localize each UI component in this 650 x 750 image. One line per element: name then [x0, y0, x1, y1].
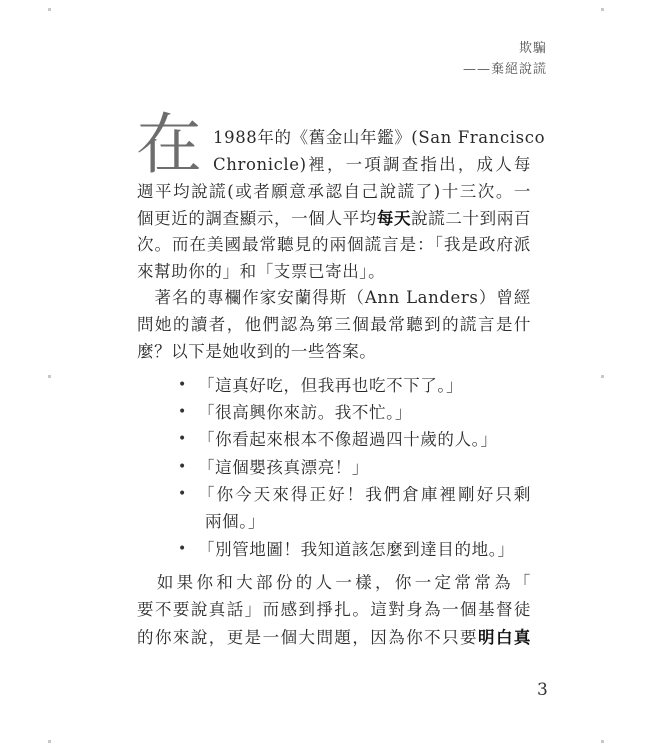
paragraph1-line-2: Chronicle)裡，一項調查指出，成人每 [213, 155, 531, 174]
paragraph1-line-1: 1988年的《舊金山年鑑》(San Francisco [213, 128, 546, 147]
paragraph1-line-6: 來幫助你的」和「支票已寄出」。 [137, 262, 386, 281]
paragraph2-line-2: 問她的讀者，他們認為第三個最常聽到的謊言是什 [137, 315, 531, 334]
crop-mark-top-right [601, 8, 604, 11]
paragraph3-line-1: 如果你和大部份的人一樣，你一定常常為「 [137, 573, 531, 592]
paragraph1-line-3: 週平均說謊(或者願意承認自己說謊了)十三次。一 [137, 182, 531, 201]
bullet-icon: • [178, 404, 187, 420]
paragraph3-line-2: 要不要說真話」而感到掙扎。這對身為一個基督徒 [137, 600, 531, 619]
paragraph1-line-4-text-b: 說謊二十到兩百 [411, 209, 531, 228]
crop-mark-top-left [48, 8, 51, 11]
bullet-item-5-continuation: 兩個。」 [205, 512, 266, 531]
bullet-item-6: 「別管地圖！我知道該怎麼到達目的地。」 [198, 540, 515, 559]
bullet-item-4: 「這個嬰孩真漂亮！」 [198, 458, 369, 477]
paragraph3-line-3 [137, 624, 531, 651]
paragraph2-line-3: 麼？以下是她收到的一些答案。 [137, 342, 377, 361]
emphasis-every-day: 每天 [376, 209, 412, 228]
bullet-icon: • [178, 459, 187, 475]
paragraph1-line-5: 次。而在美國最常聽見的兩個謊言是：「我是政府派 [137, 235, 531, 254]
crop-mark-mid-left [48, 375, 51, 378]
paragraph1-line-4 [137, 205, 531, 232]
bullet-item-1: 「這真好吃，但我再也吃不下了。」 [198, 376, 464, 395]
bullet-icon: • [178, 431, 187, 447]
crop-mark-bottom-left [48, 740, 51, 743]
bullet-icon: • [178, 486, 187, 502]
page-number: 3 [537, 680, 548, 700]
bullet-item-3: 「你看起來根本不像超過四十歲的人。」 [198, 430, 498, 449]
crop-mark-mid-right [601, 375, 604, 378]
running-head-subtitle: ——棄絕說謊 [462, 62, 547, 77]
bullet-icon: • [178, 541, 187, 557]
drop-cap: 在 [136, 106, 202, 183]
bullet-icon: • [178, 377, 187, 393]
crop-mark-bottom-right [601, 740, 604, 743]
paragraph2-line-1: 著名的專欄作家安蘭得斯（Ann Landers）曾經 [137, 288, 531, 307]
bullet-item-2: 「很高興你來訪。我不忙。」 [198, 403, 413, 422]
emphasis-understand-truth: 明白真 [478, 628, 531, 647]
bullet-item-5: 「你今天來得正好！我們倉庫裡剛好只剩 [198, 485, 531, 504]
paragraph3-line-3-text: 的你來說，更是一個大問題，因為你不只要 [137, 628, 478, 647]
running-head-title: 欺騙 [518, 41, 547, 56]
paragraph1-line-4-text-a: 個更近的調查顯示，一個人平均 [137, 209, 377, 228]
